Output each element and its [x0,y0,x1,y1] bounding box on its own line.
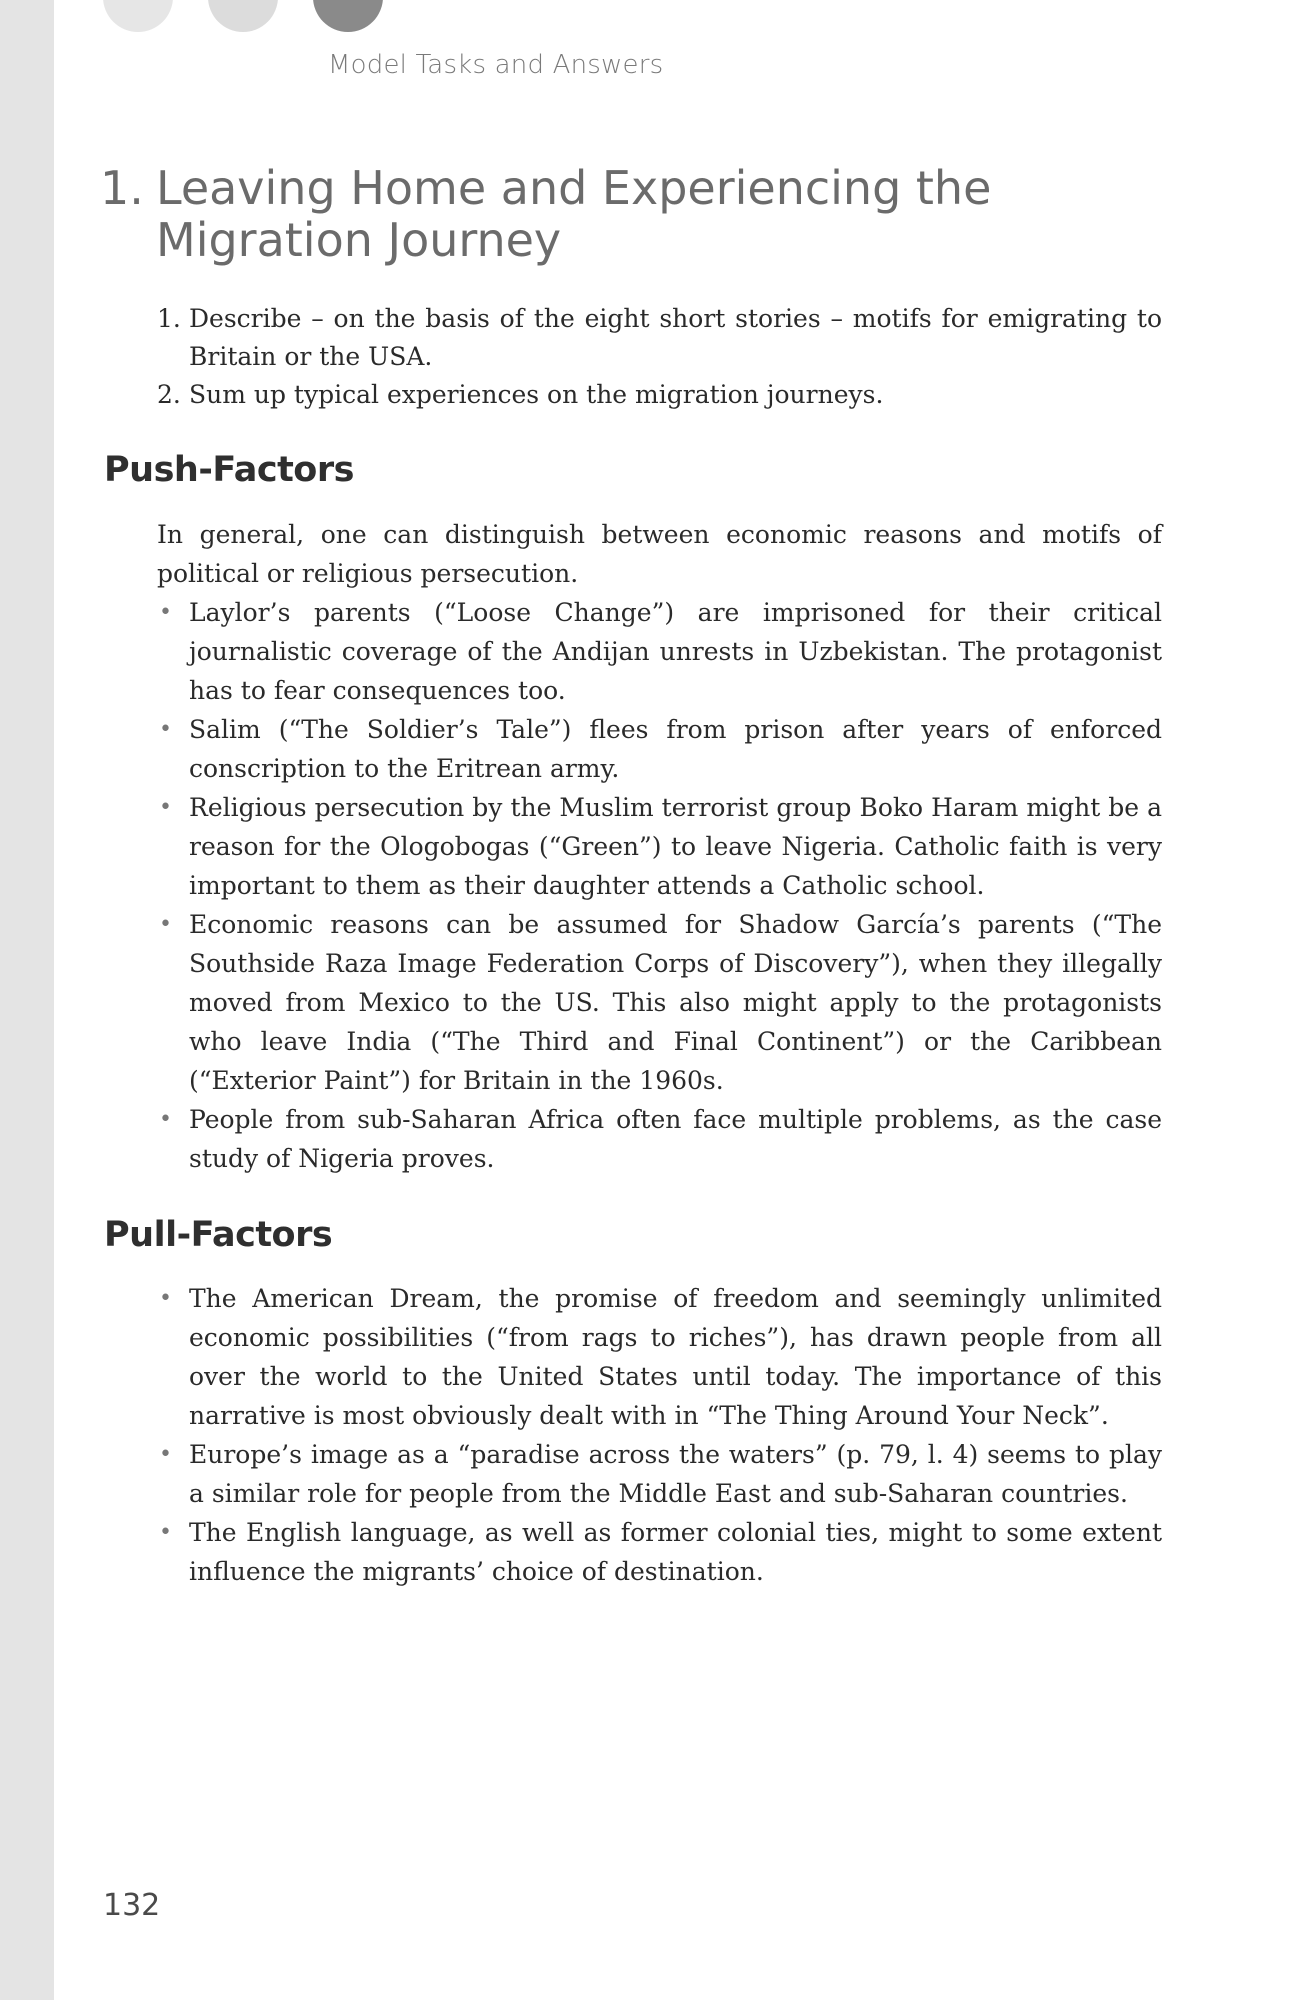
task-text: Sum up typical experiences on the migration journeys. [189,380,884,409]
list-item [157,905,1162,1100]
bullet-text: Salim (“The Soldier’s Tale”) flees from prison after years of enforced conscription to the Eritrean army. [189,715,1162,783]
push-bullet-list [157,593,1162,1178]
chapter-title: Leaving Home and Experiencing the Migration Journey [156,161,992,267]
task-item [157,300,1162,376]
task-item [157,376,1162,414]
bullet-icon: • [159,1286,172,1311]
bullet-icon: • [159,912,172,937]
bullet-icon: • [159,795,172,820]
task-list [157,300,1162,414]
decorative-dot [313,0,383,32]
bullet-text: Religious persecution by the Muslim terrorist group Boko Haram might be a reason for the Ologobogas (“Green”) to leave Nigeria. Catholic faith is very important to them as their daughter attends a Catholic school. [189,793,1162,900]
bullet-icon: • [159,600,172,625]
bullet-icon: • [159,1107,172,1132]
decorative-dot [103,0,173,32]
chapter-heading [100,162,1180,266]
page-side-band [0,0,54,2000]
task-number: 1. [157,304,181,333]
chapter-number: 1. [100,161,144,215]
bullet-text: The English language, as well as former colonial ties, might to some extent influence the migrants’ choice of destination. [189,1518,1162,1586]
bullet-text: People from sub-Saharan Africa often face multiple problems, as the case study of Nigeria proves. [189,1105,1162,1173]
bullet-icon: • [159,717,172,742]
pull-factors-heading: Pull-Factors [104,1215,333,1255]
bullet-text: Laylor’s parents (“Loose Change”) are imprisoned for their critical journalistic coverage of the Andijan unrests in Uzbekistan. The protagonist has to fear consequences too. [189,598,1162,705]
bullet-icon: • [159,1442,172,1467]
pull-factors-section [157,1279,1162,1591]
list-item [157,788,1162,905]
push-intro: In general, one can distinguish between economic reasons and motifs of political or religious persecution. [157,520,1162,588]
push-factors-section [157,515,1162,1178]
pull-bullet-list [157,1279,1162,1591]
page-number: 132 [103,1888,161,1923]
list-item [157,710,1162,788]
push-factors-heading: Push-Factors [104,450,354,490]
task-text: Describe – on the basis of the eight short stories – motifs for emigrating to Britain or the USA. [189,304,1162,371]
bullet-text: The American Dream, the promise of freedom and seemingly unlimited economic possibilities (“from rags to riches”), has drawn people from all over the world to the United States until today. The importance of this narrative is most obviously dealt with in “The Thing Around Your Neck”. [189,1284,1162,1430]
list-item [157,1435,1162,1513]
list-item [157,1513,1162,1591]
bullet-icon: • [159,1520,172,1545]
list-item [157,1279,1162,1435]
bullet-text: Europe’s image as a “paradise across the waters” (p. 79, l. 4) seems to play a similar role for people from the Middle East and sub-Saharan countries. [189,1440,1162,1508]
running-head: Model Tasks and Answers [328,50,664,80]
list-item [157,1100,1162,1178]
list-item [157,593,1162,710]
task-number: 2. [157,380,181,409]
bullet-text: Economic reasons can be assumed for Shadow García’s parents (“The Southside Raza Image Federation Corps of Discovery”), when they illegally moved from Mexico to the US. This also might apply to the protagonists who leave India (“The Third and Final Continent”) or the Caribbean (“Exterior Paint”) for Britain in the 1960s. [189,910,1162,1095]
decorative-dot [208,0,278,32]
